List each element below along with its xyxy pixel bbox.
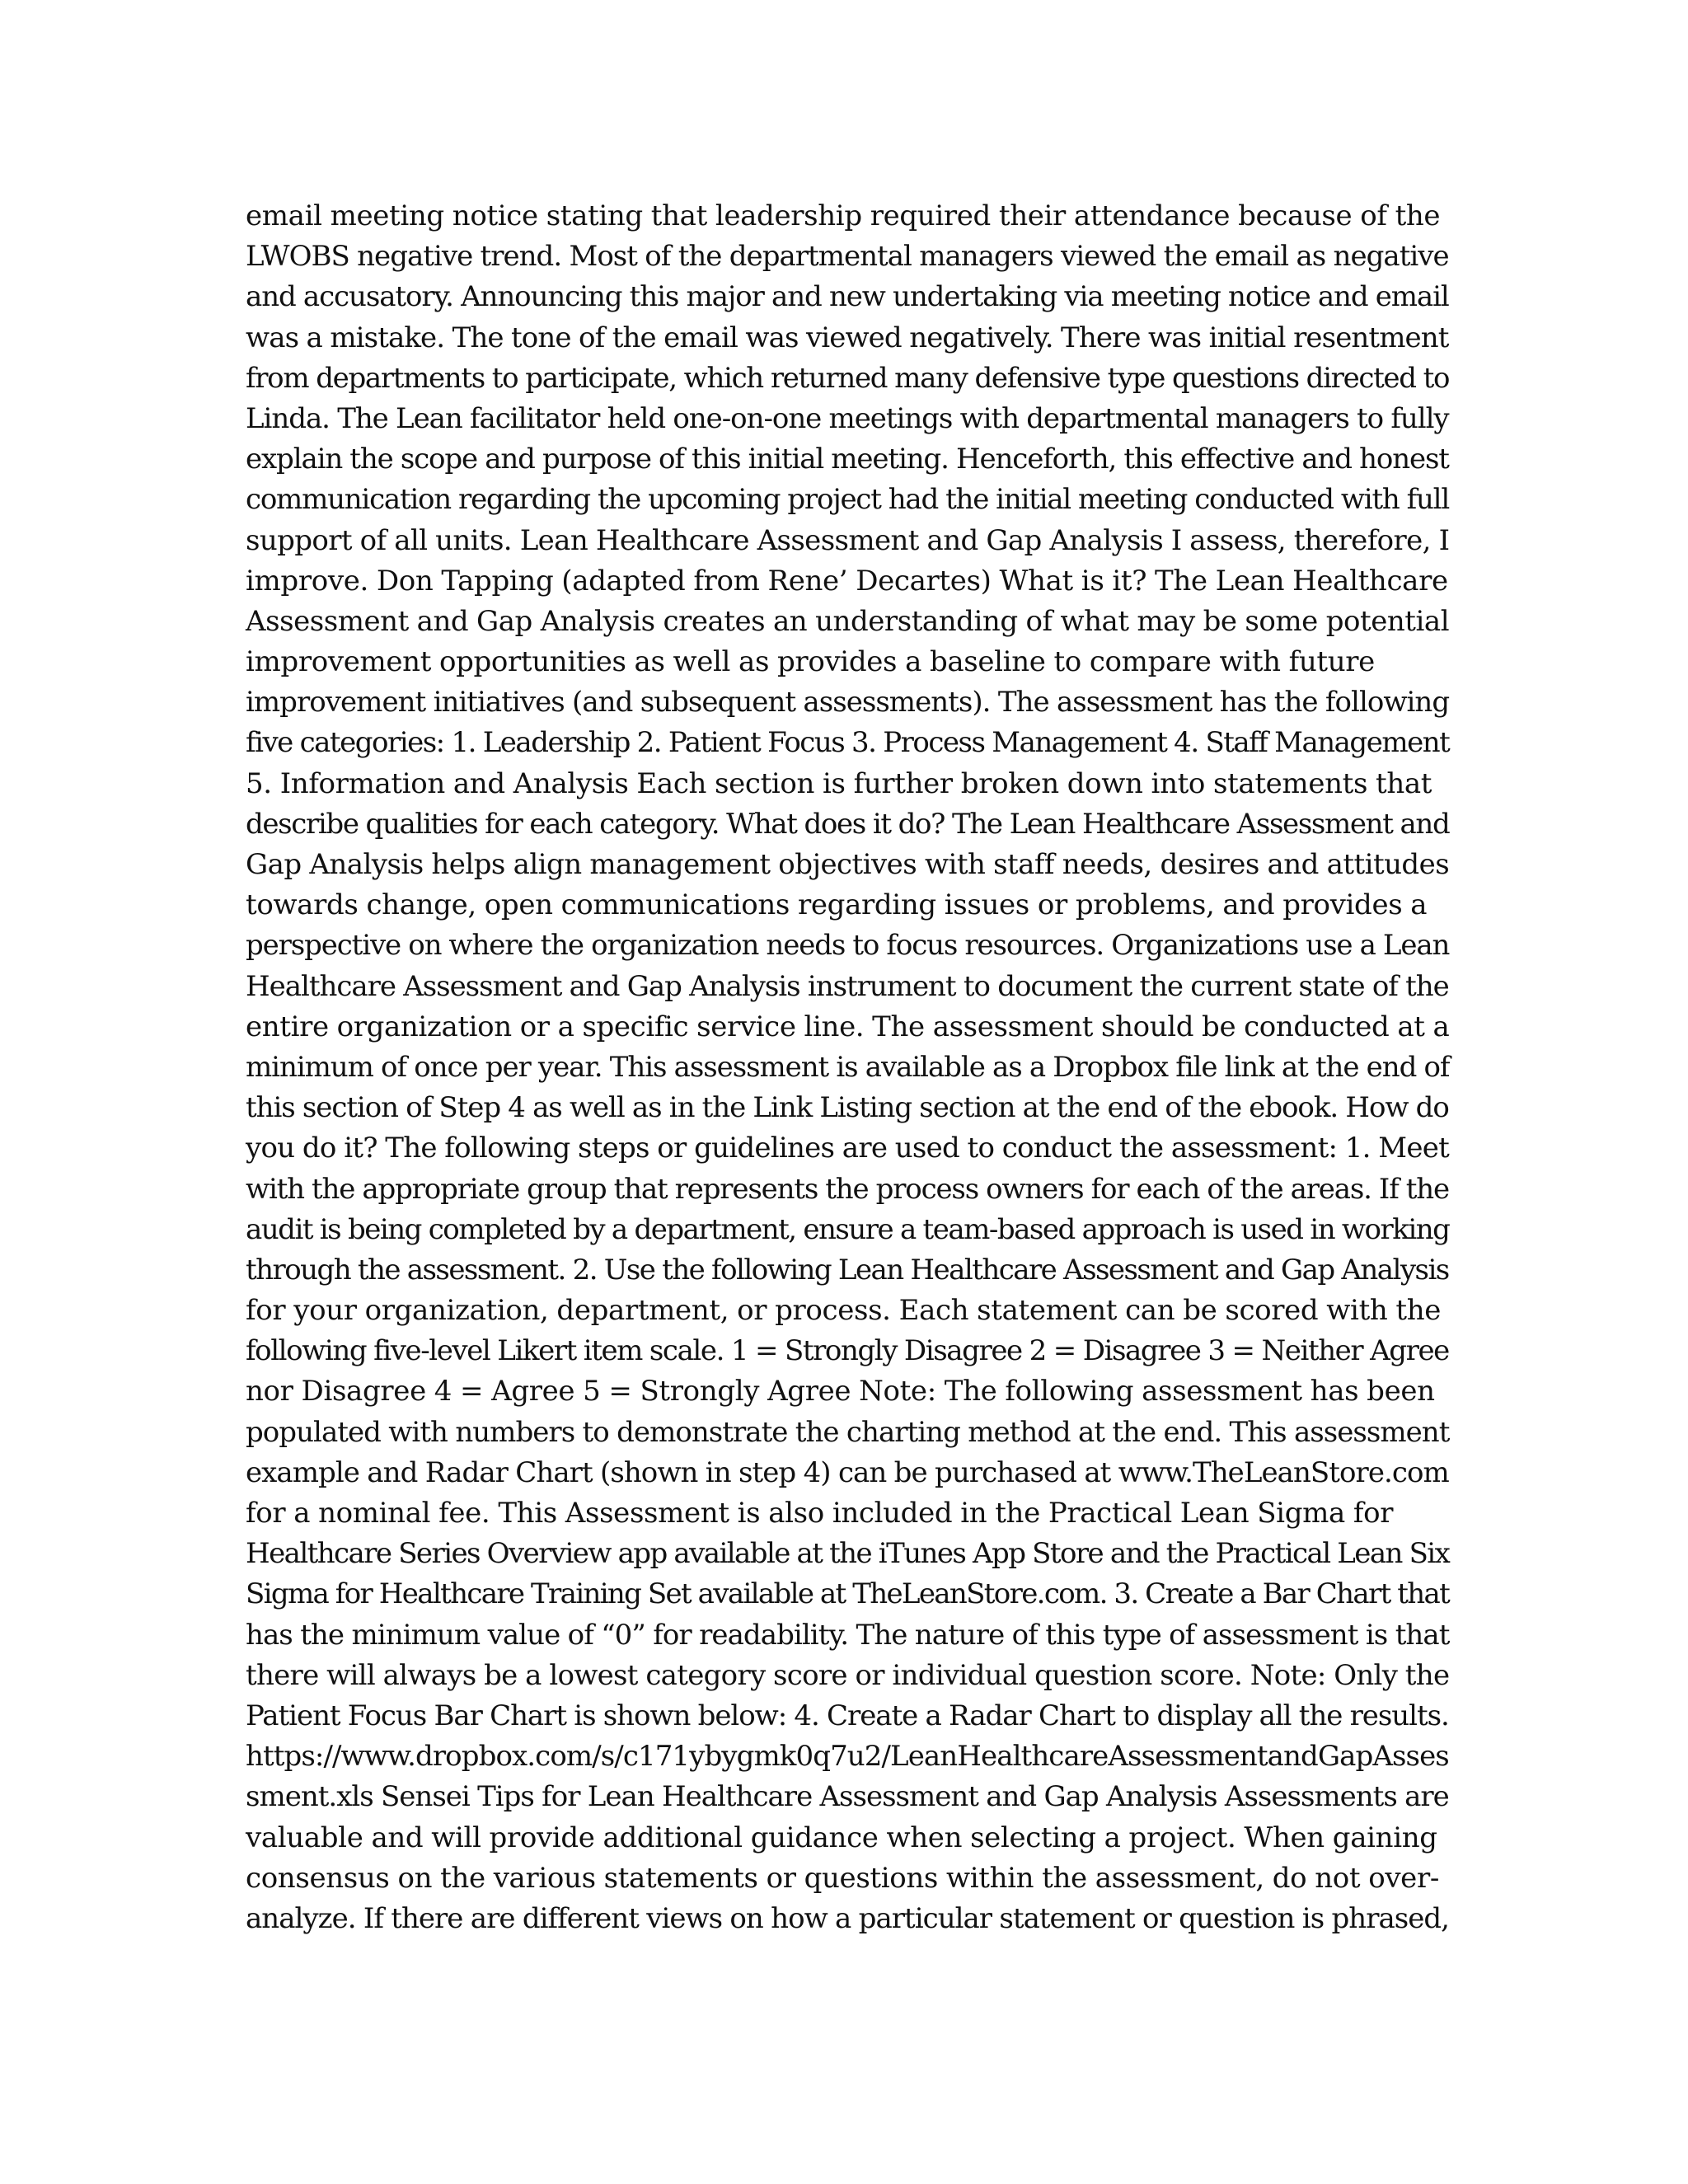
text-line: has the minimum value of “0” for readability. The nature of this type of assessment is that [246,1618,1450,1652]
text-line: communication regarding the upcoming project had the initial meeting conducted with full [246,483,1449,517]
text-line: consensus on the various statements or questions within the assessment, do not over- [246,1861,1439,1895]
text-line: 5. Information and Analysis Each section is further broken down into statements that [246,766,1432,800]
text-line: sment.xls Sensei Tips for Lean Healthcare Assessment and Gap Analysis Assessments are [246,1780,1449,1814]
text-line: email meeting notice stating that leadership required their attendance because of the [246,199,1441,232]
text-line: five categories: 1. Leadership 2. Patient Focus 3. Process Management 4. Staff Management [246,726,1450,760]
text-line: https://www.dropbox.com/s/c171ybygmk0q7u2/LeanHealthcareAssessmentandGapAsses [246,1740,1449,1774]
text-line: you do it? The following steps or guidelines are used to conduct the assessment: 1. Meet [246,1132,1449,1165]
text-line: through the assessment. 2. Use the following Lean Healthcare Assessment and Gap Analysis [246,1253,1449,1286]
text-line: and accusatory. Announcing this major and new undertaking via meeting notice and email [246,280,1449,314]
text-line: there will always be a lowest category score or individual question score. Note: Only the [246,1658,1450,1692]
text-line: entire organization or a specific service line. The assessment should be conducted at a [246,1010,1450,1043]
text-line: Healthcare Series Overview app available at the iTunes App Store and the Practical Lean Six [246,1537,1450,1571]
text-line: towards change, open communications regarding issues or problems, and provides a [246,888,1428,922]
text-line: Gap Analysis helps align management objectives with staff needs, desires and attitudes [246,848,1450,881]
text-line: for your organization, department, or process. Each statement can be scored with the [246,1294,1442,1328]
text-line: populated with numbers to demonstrate the charting method at the end. This assessment [246,1415,1450,1449]
text-line: LWOBS negative trend. Most of the departmental managers viewed the email as negative [246,240,1449,274]
text-line: from departments to participate, which returned many defensive type questions directed to [246,361,1450,395]
text-line: Linda. The Lean facilitator held one-on-one meetings with departmental managers to fully [246,401,1449,435]
text-line: analyze. If there are different views on how a particular statement or question is phrased, [246,1901,1450,1935]
text-line: example and Radar Chart (shown in step 4) can be purchased at www.TheLeanStore.com [246,1455,1449,1489]
text-line: improve. Don Tapping (adapted from Rene’ Decartes) What is it? The Lean Healthcare [246,564,1448,598]
text-line: Assessment and Gap Analysis creates an understanding of what may be some potential [246,604,1450,638]
text-line: for a nominal fee. This Assessment is also included in the Practical Lean Sigma for [246,1497,1394,1530]
text-line: minimum of once per year. This assessment is available as a Dropbox file link at the end of [246,1050,1450,1084]
body-text [246,196,1449,1939]
text-line: Healthcare Assessment and Gap Analysis instrument to document the current state of the [246,969,1449,1003]
text-line: nor Disagree 4 = Agree 5 = Strongly Agree Note: The following assessment has been [246,1375,1435,1408]
text-line: Sigma for Healthcare Training Set available at TheLeanStore.com. 3. Create a Bar Chart that [246,1577,1450,1611]
text-line: perspective on where the organization needs to focus resources. Organizations use a Lean [246,929,1450,963]
text-line: support of all units. Lean Healthcare Assessment and Gap Analysis I assess, therefore, I [246,523,1450,557]
text-line: was a mistake. The tone of the email was viewed negatively. There was initial resentment [246,321,1449,354]
text-line: describe qualities for each category. What does it do? The Lean Healthcare Assessment and [246,807,1450,841]
text-line: Patient Focus Bar Chart is shown below: 4. Create a Radar Chart to display all the results. [246,1699,1449,1732]
text-line: improvement initiatives (and subsequent assessments). The assessment has the following [246,686,1450,719]
text-line: explain the scope and purpose of this initial meeting. Henceforth, this effective and honest [246,443,1449,476]
text-line: this section of Step 4 as well as in the Link Listing section at the end of the ebook. How do [246,1091,1449,1125]
text-line: following five-level Likert item scale. 1 = Strongly Disagree 2 = Disagree 3 = Neither Agree [246,1334,1449,1368]
text-line: valuable and will provide additional guidance when selecting a project. When gaining [246,1821,1437,1854]
text-line: with the appropriate group that represents the process owners for each of the areas. If the [246,1172,1449,1206]
text-line: audit is being completed by a department, ensure a team-based approach is used in working [246,1212,1450,1246]
text-line: improvement opportunities as well as provides a baseline to compare with future [246,645,1375,679]
